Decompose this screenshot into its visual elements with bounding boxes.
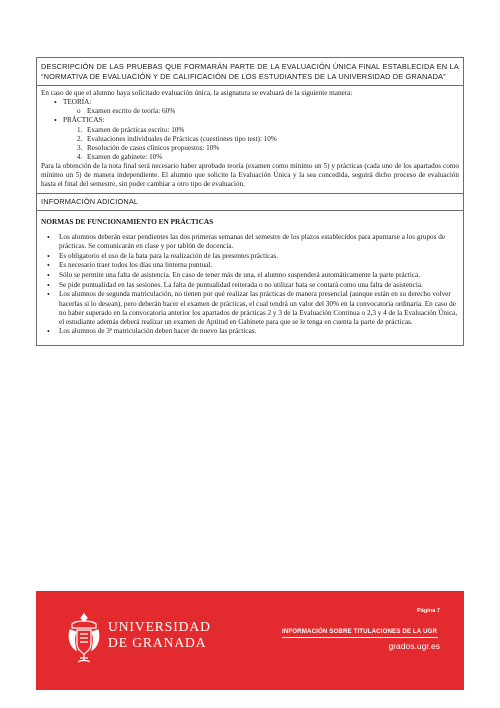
practice-subitem: 3. Resolución de casos clínicos propuestos: 10%: [77, 143, 220, 152]
university-name-line2: DE GRANADA: [108, 634, 207, 650]
bullet-icon: •: [47, 280, 50, 290]
evaluation-closing: Para la obtención de la nota final será necesario haber aprobado teoría (examen como mínimo un 5) y prácticas (cada uno de los apartados como mínimo un 5) de manera independiente. El alumno que solicite la Evaluación Única y la sea concedida, seguirá dicho proceso de evaluación hasta el final del semestre, sin poder cambiar a otro tipo de evaluación.: [41, 161, 459, 189]
bullet-icon: •: [47, 261, 50, 271]
bullet-icon: •: [47, 290, 50, 300]
theory-subitem-text: Examen escrito de teoría: 60%: [87, 107, 176, 116]
theory-subitem: [77, 107, 459, 116]
circle-bullet-icon: o: [77, 107, 81, 116]
degrees-site-link[interactable]: grados.ugr.es: [388, 641, 440, 651]
page-number: Página 7: [416, 608, 440, 614]
divider: [282, 637, 438, 638]
evaluation-description: [37, 86, 463, 194]
practice-item: [55, 116, 459, 161]
norm-item: • Los alumnos de 3ª matriculación deben hacer de nuevo las prácticas.: [47, 327, 257, 337]
bullet-icon: •: [47, 271, 50, 281]
practice-sublist: [63, 126, 459, 162]
university-name: [108, 619, 211, 650]
bullet-icon: •: [47, 327, 50, 337]
norm-item: • Los alumnos de segunda matriculación, no tienen por qué realizar las prácticas de manera presencial (aunque están en su derecho volver hacerlas si lo desean), pero deberán hacer el examen de prácticas, el cual tendrá un valor del 30% en la convocatoria ordinaria. En caso de no haber superado en la convocatoria anterior los apartados de prácticas 2 y 3 de la Evaluación Continua o 2,3 y 4 de la Evaluación Única, el estudiante además deberá realizar un examen de Aptitud en Gabinete para que se le tenga en cuenta la parte de prácticas.: [47, 290, 458, 326]
norms-list: [41, 233, 459, 337]
additional-info-title: INFORMACIÓN ADICIONAL: [37, 194, 463, 211]
practice-label: PRÁCTICAS:: [63, 116, 105, 125]
evaluation-list: [41, 98, 459, 162]
theory-label: TEORÍA:: [63, 98, 92, 107]
practice-subitem: 1. Examen de prácticas escrito: 10%: [77, 125, 185, 134]
practice-subitem: 2. Evaluaciones individuales de Prácticas (cuestiones tipo test): 10%: [77, 134, 277, 143]
degrees-info-title: INFORMACIÓN SOBRE TITULACIONES DE LA UGR: [282, 628, 438, 635]
university-name-line1: UNIVERSIDAD: [108, 619, 211, 634]
theory-item: [55, 98, 459, 116]
evaluation-intro: En caso de que el alumno haya solicitado evaluación única, la asignatura se evaluará de la siguiente manera:: [41, 89, 353, 98]
theory-sublist: [63, 107, 459, 116]
practice-subitem: 4. Examen de gabinete: 10%: [77, 152, 163, 161]
norm-item: • Se pide puntualidad en las sesiones. La falta de puntualidad reiterada o no utilizar bata se contará como una falta de asistencia.: [47, 280, 423, 290]
bullet-icon: •: [47, 251, 50, 261]
norms-title: NORMAS DE FUNCIONAMIENTO EN PRÁCTICAS: [41, 216, 214, 226]
evaluation-table: [36, 57, 464, 346]
norm-item: • Es obligatorio el uso de la bata para la realización de las presentes prácticas.: [47, 251, 279, 261]
section-title: DESCRIPCIÓN DE LAS PRUEBAS QUE FORMARÁN PARTE DE LA EVALUACIÓN ÚNICA FINAL ESTABLECIDA EN LA “NORMATIVA DE EVALUACIÓN Y DE CALIFICACIÓN DE LOS ESTUDIANTES DE LA UNIVERSIDAD DE GRANADA”: [37, 58, 463, 86]
norm-item: • Los alumnos deberán estar pendientes las dos primeras semanas del semestre de los plazos establecidos para apuntarse a los grupos de prácticas. Se comunicarán en clase y por tablón de docencia.: [47, 232, 446, 250]
additional-info-body: [37, 211, 463, 345]
university-crest-icon: [66, 612, 102, 666]
norm-item: • Es necesario traer todos los días una linterna puntual.: [47, 261, 213, 271]
footer-banner: [36, 591, 464, 690]
norm-item: • Sólo se permite una falta de asistencia. En caso de tener más de una, el alumno suspenderá automáticamente la parte práctica.: [47, 271, 421, 281]
bullet-icon: •: [47, 232, 50, 242]
